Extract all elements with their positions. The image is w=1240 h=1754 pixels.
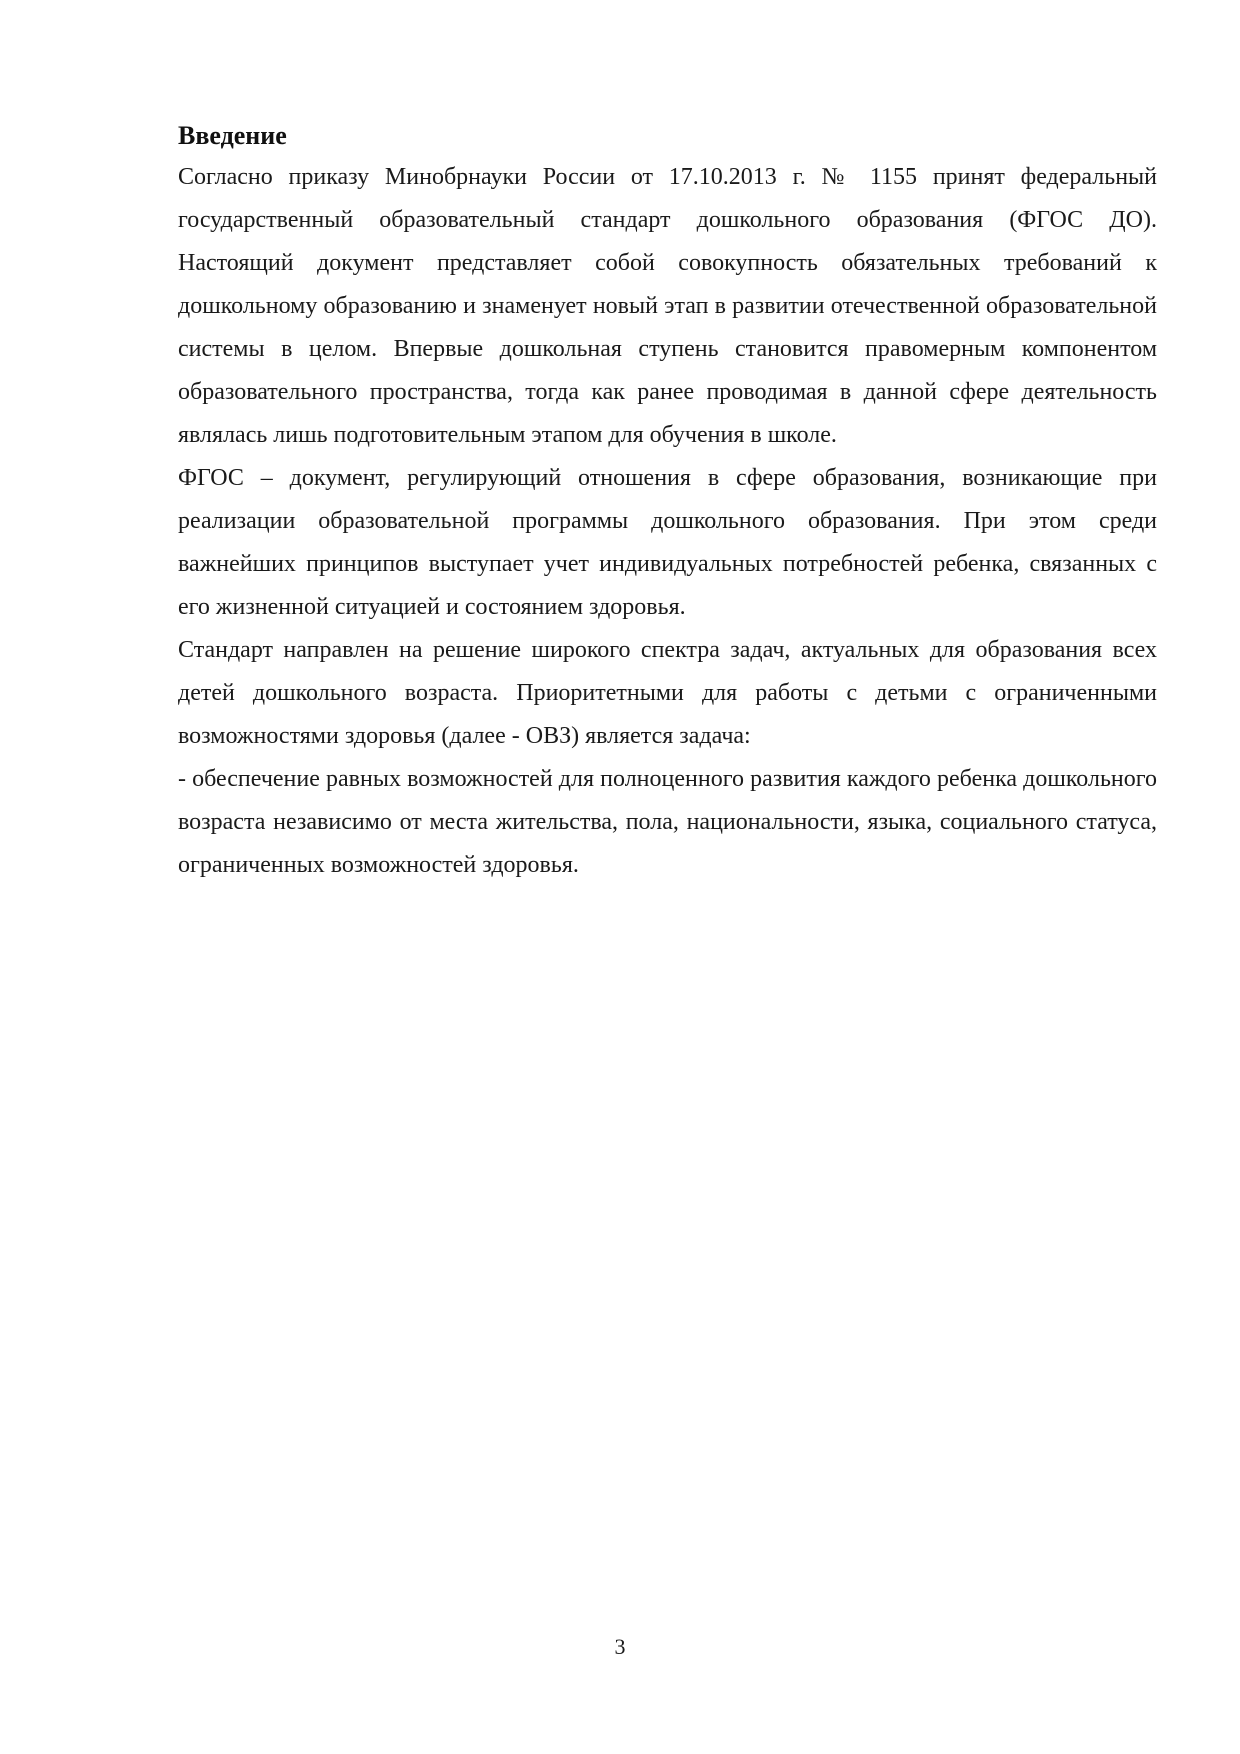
paragraph-standard: Стандарт направлен на решение широкого спектра задач, актуальных для образования всех детей дошкольного возраста. Приоритетными для работы с детьми с ограниченными возможностями здоровья (далее - ОВЗ) является задача: (178, 637, 1157, 749)
page-number: 3 (614, 1634, 626, 1659)
paragraph-fgos: ФГОС – документ, регулирующий отношения в сфере образования, возникающие при реализации образовательной программы дошкольного образования. При этом среди важнейших принципов выступает учет индивидуальных потребностей ребенка, связанных с его жизненной ситуацией и состоянием здоровья. (178, 465, 1157, 620)
section-heading: Введение (178, 121, 287, 150)
paragraph-task: - обеспечение равных возможностей для полноценного развития каждого ребенка дошкольного возраста независимо от места жительства, пола, национальности, языка, социального статуса, ограниченных возможностей здоровья. (178, 766, 1157, 878)
paragraph-intro: Согласно приказу Минобрнауки России от 17.10.2013 г. № 1155 принят федеральный государственный образовательный стандарт дошкольного образования (ФГОС ДО). Настоящий документ представляет собой совокупность обязательных требований к дошкольному образованию и знаменует новый этап в развитии отечественной образовательной системы в целом. Впервые дошкольная ступень становится правомерным компонентом образовательного пространства, тогда как ранее проводимая в данной сфере деятельность являлась лишь подготовительным этапом для обучения в школе. (178, 164, 1157, 448)
page-content (178, 116, 1157, 887)
